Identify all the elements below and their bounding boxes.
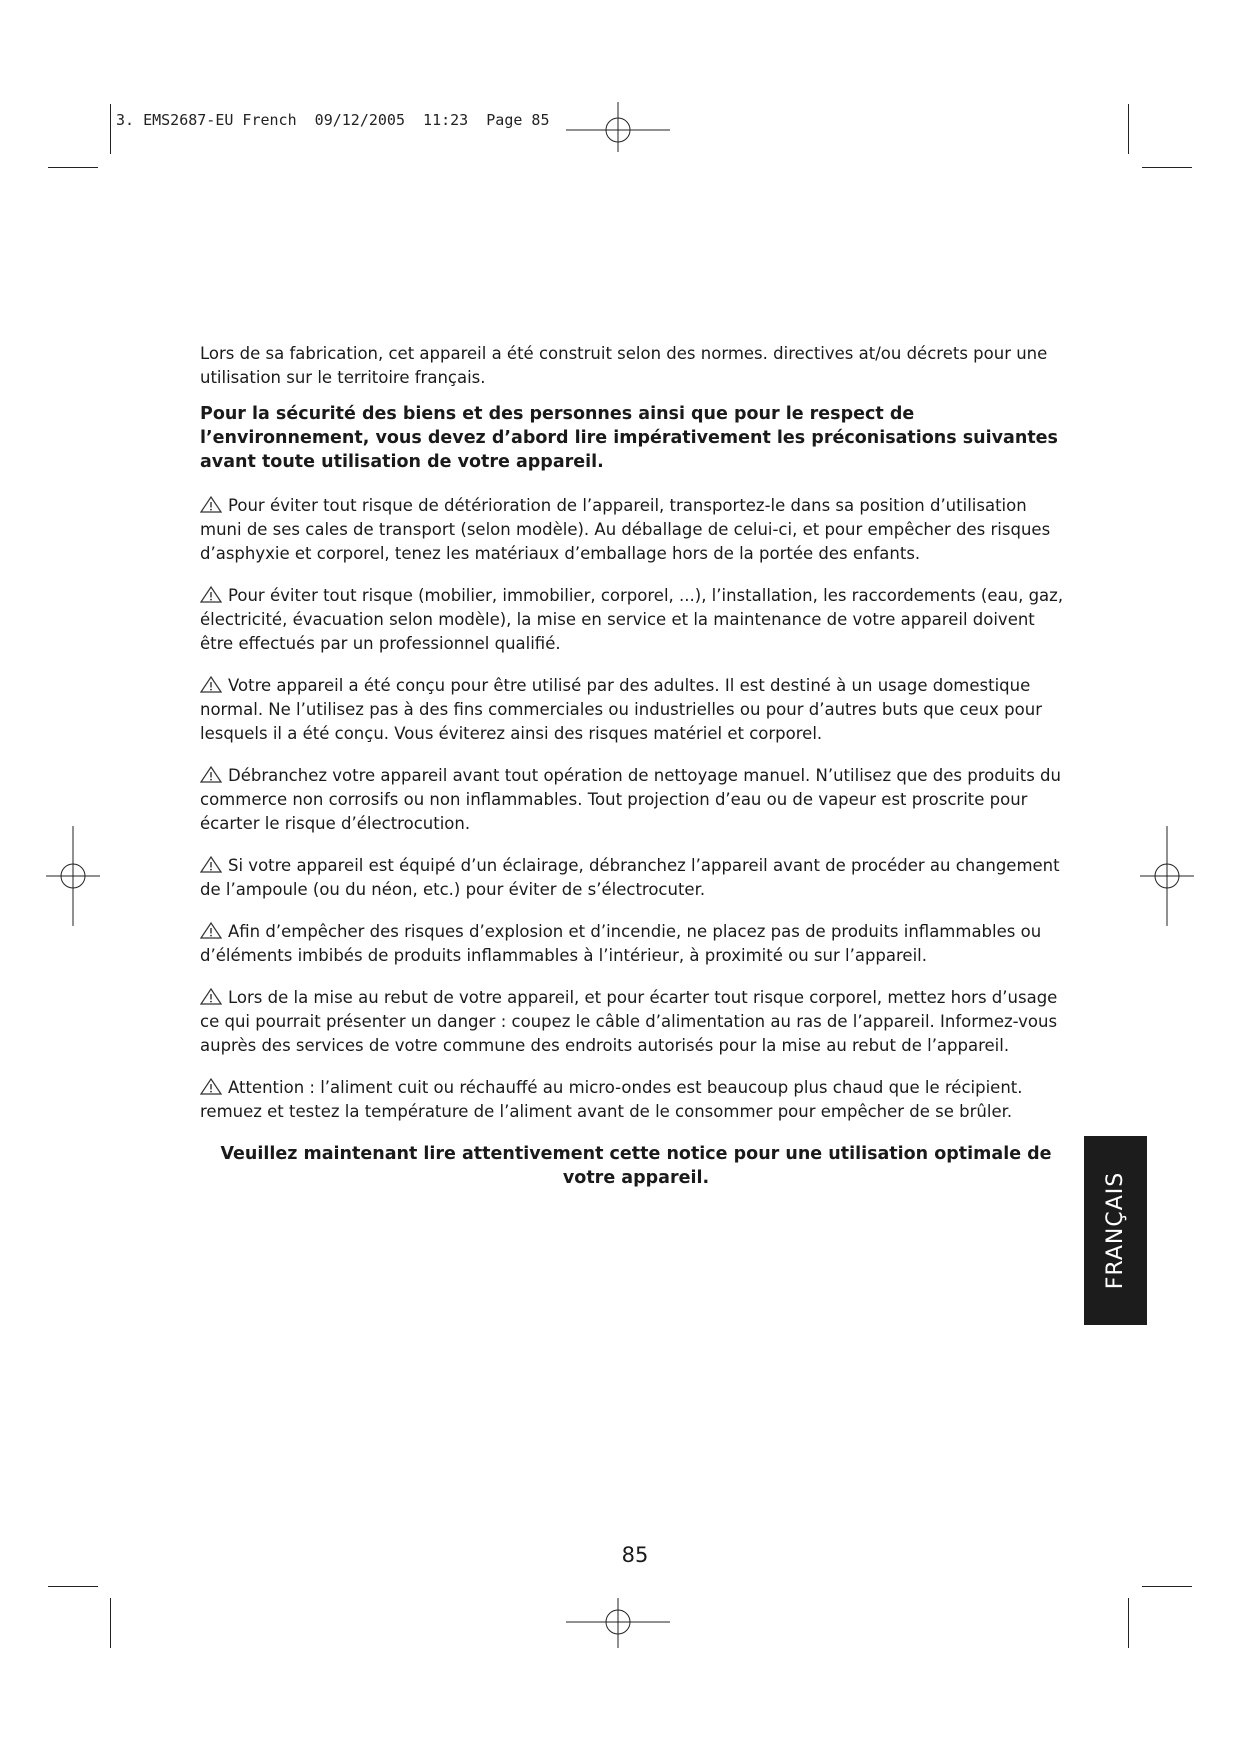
crop-mark-bottom-left-v xyxy=(110,1598,111,1648)
warning-paragraph xyxy=(200,764,1072,836)
language-tab-label: FRANÇAIS xyxy=(1103,1171,1129,1290)
warning-paragraph xyxy=(200,584,1072,656)
warning-paragraph xyxy=(200,920,1072,968)
warning-text: Débranchez votre appareil avant tout opération de nettoyage manuel. N’utilisez que des produits du commerce non corrosifs ou non inflammables. Tout projection d’eau ou de vapeur est proscrite pour écarter le risque d’électrocution. xyxy=(200,766,1061,833)
warning-text: Pour éviter tout risque de détérioration de l’appareil, transportez-le dans sa position d’utilisation muni de ses cales de transport (selon modèle). Au déballage de celui-ci, et pour empêcher des risques d’asphyxie et corporel, tenez les matériaux d’emballage hors de la portée des enfants. xyxy=(200,496,1051,563)
warning-triangle-icon xyxy=(200,1078,222,1095)
print-slug: 3. EMS2687-EU French 09/12/2005 11:23 Page 85 xyxy=(116,111,550,129)
crop-mark-top-right-h xyxy=(1142,167,1192,168)
closing-notice: Veuillez maintenant lire attentivement cette notice pour une utilisation optimale de votre appareil. xyxy=(220,1144,1052,1188)
warning-paragraph xyxy=(200,854,1072,902)
warning-text: Votre appareil a été conçu pour être utilisé par des adultes. Il est destiné à un usage domestique normal. Ne l’utilisez pas à des fins commerciales ou industrielles ou pour d’autres buts que ceux pour lesquels il a été conçu. Vous éviterez ainsi des risques matériel et corporel. xyxy=(200,676,1042,743)
warning-text: Lors de la mise au rebut de votre appareil, et pour écarter tout risque corporel, mettez hors d’usage ce qui pourrait présenter un danger : coupez le câble d’alimentation au ras de l’appareil. Informez-vous auprès des services de votre commune des endroits autorisés pour la mise au rebut de l’appareil. xyxy=(200,988,1058,1055)
warning-triangle-icon xyxy=(200,496,222,513)
crop-mark-top-left-v xyxy=(110,104,111,154)
warning-text: Pour éviter tout risque (mobilier, immobilier, corporel, ...), l’installation, les raccordements (eau, gaz, électricité, évacuation selon modèle), la mise en service et la maintenance de votre appareil doivent être effectués par un professionnel qualifié. xyxy=(200,586,1064,653)
warning-triangle-icon xyxy=(200,922,222,939)
warning-triangle-icon xyxy=(200,676,222,693)
warning-triangle-icon xyxy=(200,766,222,783)
warning-paragraph xyxy=(200,494,1072,566)
warning-text: Si votre appareil est équipé d’un éclairage, débranchez l’appareil avant de procéder au changement de l’ampoule (ou du néon, etc.) pour éviter de s’électrocuter. xyxy=(200,856,1060,899)
safety-heading: Pour la sécurité des biens et des personnes ainsi que pour le respect de l’environnement, vous devez d’abord lire impérativement les préconisations suivantes avant toute utilisation de votre appareil. xyxy=(200,404,1058,472)
language-tab xyxy=(1084,1136,1147,1325)
safety-instructions xyxy=(200,342,1072,1190)
crop-mark-top-left-h xyxy=(48,167,98,168)
registration-mark-top xyxy=(566,102,670,152)
crop-mark-top-right-v xyxy=(1128,104,1129,154)
intro-paragraph: Lors de sa fabrication, cet appareil a été construit selon des normes. directives at/ou décrets pour une utilisation sur le territoire français. xyxy=(200,344,1048,387)
registration-mark-left xyxy=(46,826,100,926)
warning-triangle-icon xyxy=(200,586,222,603)
crop-mark-bottom-left-h xyxy=(48,1586,98,1587)
crop-mark-bottom-right-h xyxy=(1142,1586,1192,1587)
registration-mark-right xyxy=(1140,826,1194,926)
warning-text: Attention : l’aliment cuit ou réchauffé au micro-ondes est beaucoup plus chaud que le récipient. remuez et testez la température de l’aliment avant de le consommer pour empêcher de se brûler. xyxy=(200,1078,1023,1121)
page-number: 85 xyxy=(621,1543,649,1567)
warning-paragraph xyxy=(200,986,1072,1058)
warning-text: Afin d’empêcher des risques d’explosion et d’incendie, ne placez pas de produits inflammables ou d’éléments imbibés de produits inflammables à l’intérieur, à proximité ou sur l’appareil. xyxy=(200,922,1042,965)
warning-triangle-icon xyxy=(200,988,222,1005)
registration-mark-bottom xyxy=(566,1598,670,1648)
crop-mark-bottom-right-v xyxy=(1128,1598,1129,1648)
warning-triangle-icon xyxy=(200,856,222,873)
warning-paragraph xyxy=(200,1076,1072,1124)
warning-paragraph xyxy=(200,674,1072,746)
